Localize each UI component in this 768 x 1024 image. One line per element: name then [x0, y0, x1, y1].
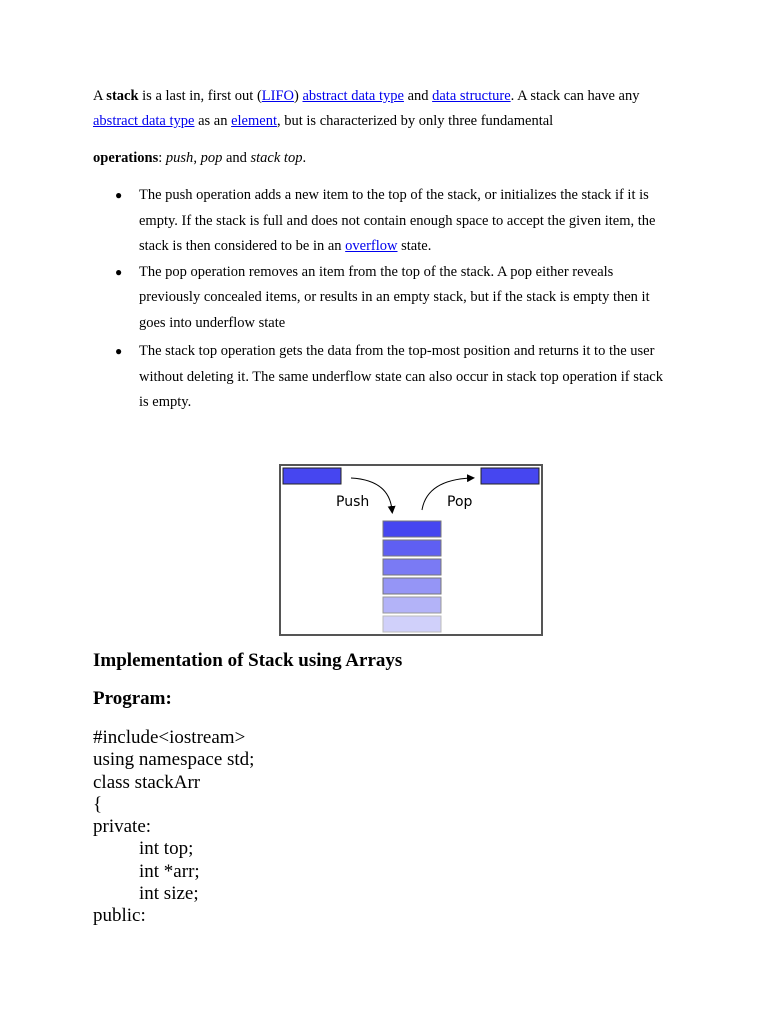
- intro-text: A: [93, 88, 107, 104]
- code-line: public:: [93, 905, 146, 927]
- push-term: push: [165, 150, 194, 166]
- abstract-data-type-link[interactable]: abstract data type: [302, 88, 404, 104]
- code-line: private:: [93, 816, 152, 838]
- bullet-icon: ●: [115, 344, 123, 358]
- stack-item-5: [383, 597, 441, 613]
- code-block: [93, 727, 254, 928]
- operations-list: [93, 183, 675, 416]
- operations-term: operations: [93, 150, 159, 166]
- code-line: #include<iostream>: [93, 727, 246, 748]
- list-item-text: The push operation adds a new item to the top of the stack, or initializes the stack if it is empty. If the stack is full and does not contain enough space to accept the given item, the stack is then considered to be in an: [139, 187, 656, 254]
- stack-diagram: [279, 464, 543, 636]
- operations-line: [93, 146, 673, 171]
- stack-term: stack: [106, 88, 139, 104]
- list-item-pop: [93, 260, 675, 337]
- stack-item-2: [383, 540, 441, 556]
- element-link[interactable]: element: [231, 113, 277, 129]
- data-structure-link[interactable]: data structure: [432, 88, 511, 104]
- push-label: Push: [336, 494, 370, 510]
- code-line: int size;: [139, 883, 199, 905]
- pushed-item-block: [283, 468, 341, 484]
- pop-term: pop: [200, 150, 223, 166]
- lifo-link[interactable]: LIFO: [261, 88, 295, 104]
- list-item-stack-top: [93, 339, 675, 416]
- stack-top-term: stack top: [250, 150, 303, 166]
- intro-text: as an: [194, 113, 232, 129]
- section-heading: Implementation of Stack using Arrays: [93, 650, 403, 671]
- ops-text: and: [222, 150, 251, 166]
- intro-text: . A stack can have any: [510, 88, 640, 104]
- ops-text: .: [302, 150, 307, 166]
- intro-text: , but is characterized by only three fundamental: [277, 113, 554, 129]
- bullet-icon: ●: [115, 264, 123, 279]
- stack-diagram-svg: [281, 466, 541, 634]
- list-item-text: The stack top operation gets the data from the top-most position and returns it to the user without deleting it. The same underflow state can also occur in stack top operation if stack is empty.: [139, 343, 663, 410]
- intro-paragraph: [93, 84, 673, 134]
- bullet-icon: ●: [115, 188, 123, 202]
- list-item-text: The pop operation removes an item from the top of the stack. A pop either reveals previously concealed items, or results in an empty stack, but if the stack is empty then it goes into underflow state: [139, 263, 650, 331]
- program-heading: Program:: [93, 688, 172, 709]
- overflow-link[interactable]: overflow: [345, 238, 398, 254]
- ops-text: ,: [193, 150, 201, 166]
- code-line: int top;: [139, 838, 194, 860]
- list-item-text: state.: [397, 238, 432, 254]
- stack-item-4: [383, 578, 441, 594]
- code-line: {: [93, 793, 103, 815]
- intro-text: ): [294, 88, 303, 104]
- intro-text: and: [403, 88, 433, 104]
- list-item-push: [93, 183, 675, 260]
- stack-item-3: [383, 559, 441, 575]
- intro-text: is a last in, first out (: [138, 88, 262, 104]
- code-line: using namespace std;: [93, 749, 255, 771]
- code-line: class stackArr: [93, 771, 201, 793]
- popped-item-block: [481, 468, 539, 484]
- ops-text: :: [158, 150, 166, 166]
- stack-item-1: [383, 521, 441, 537]
- pop-label: Pop: [447, 494, 473, 510]
- stack-item-6: [383, 616, 441, 632]
- abstract-data-type-link-2[interactable]: abstract data type: [93, 113, 195, 129]
- code-line: int *arr;: [139, 860, 200, 882]
